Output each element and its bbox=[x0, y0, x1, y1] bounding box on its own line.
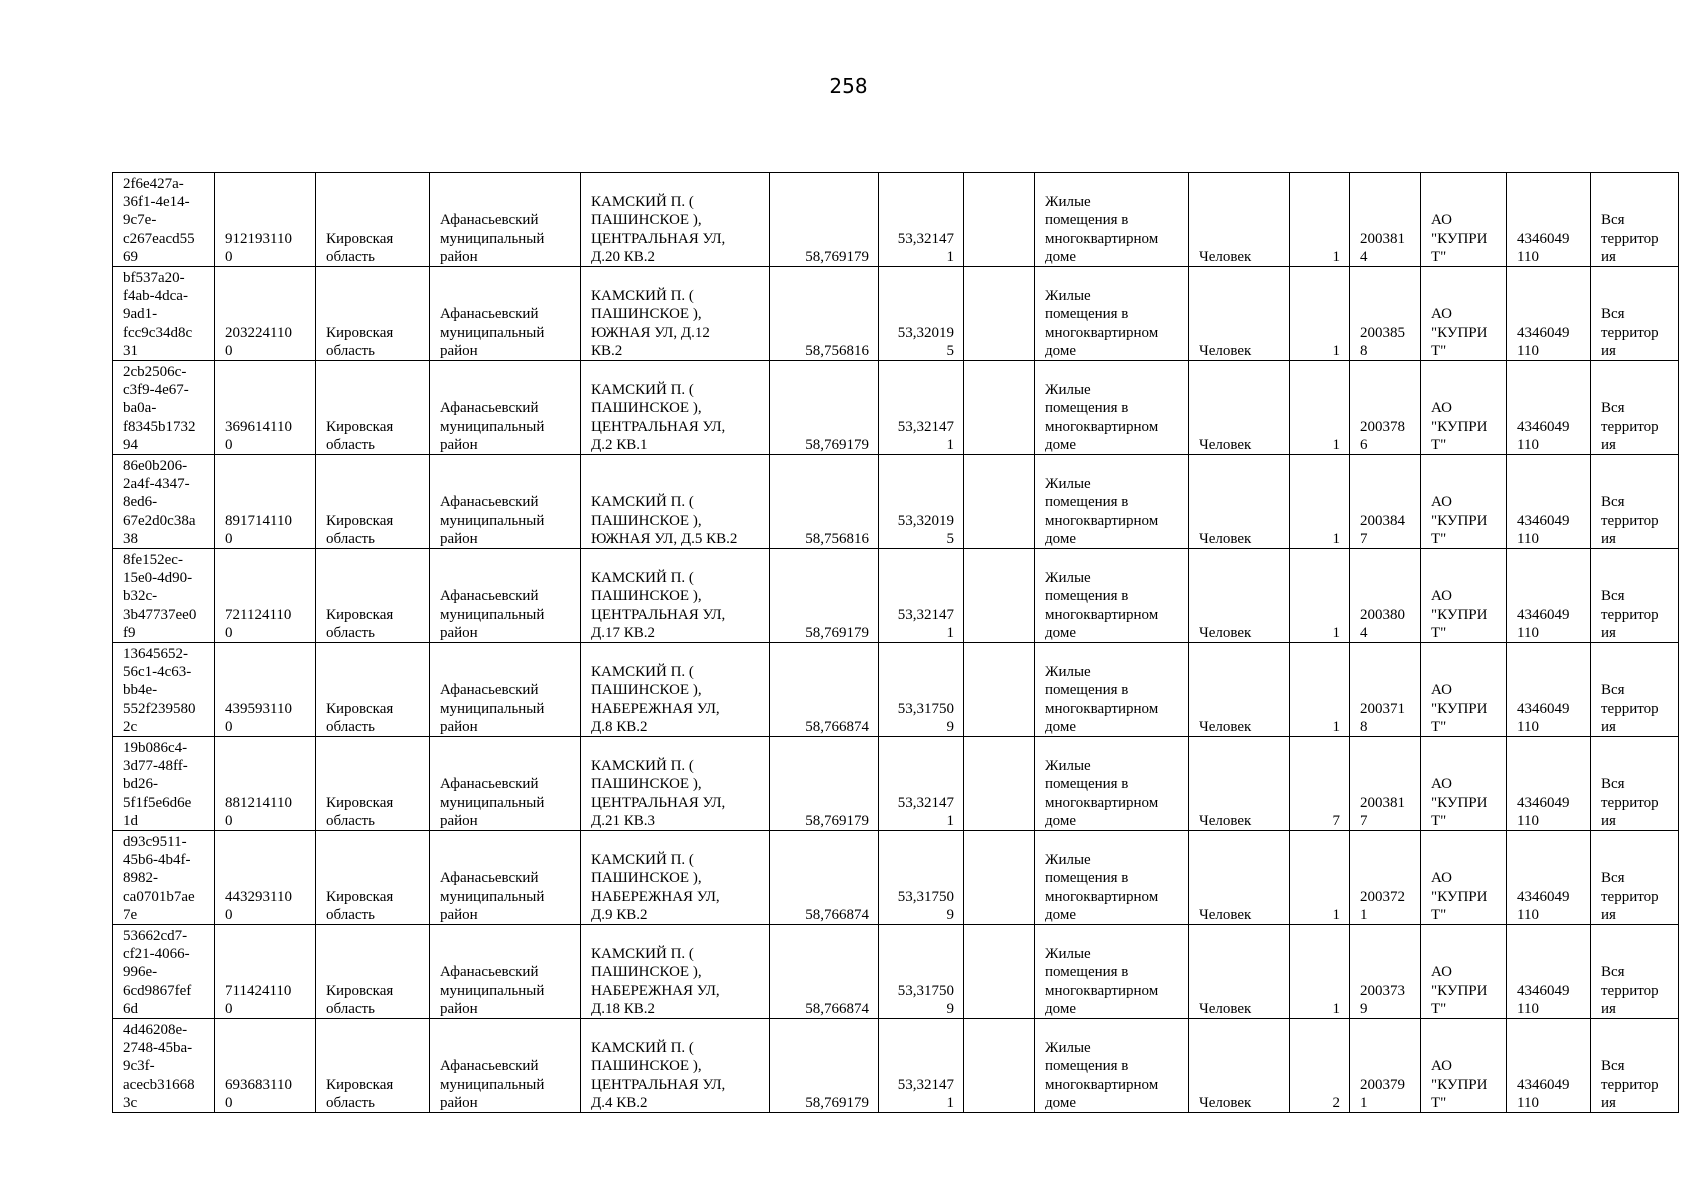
organization-cell: АО "КУПРИ Т" bbox=[1421, 1019, 1507, 1113]
district-cell: Афанасьевский муниципальный район bbox=[430, 549, 581, 643]
record-code-cell: 200379 1 bbox=[1350, 1019, 1421, 1113]
inn-cell: 4346049 110 bbox=[1507, 831, 1591, 925]
address-cell: КАМСКИЙ П. ( ПАШИНСКОЕ ), ЦЕНТРАЛЬНАЯ УЛ, Д.2 КВ.1 bbox=[581, 361, 770, 455]
unit-cell: Человек bbox=[1189, 173, 1290, 267]
latitude-cell: 58,769179 bbox=[770, 737, 879, 831]
record-code-cell: 200371 8 bbox=[1350, 643, 1421, 737]
organization-cell: АО "КУПРИ Т" bbox=[1421, 643, 1507, 737]
premises-type-cell: Жилые помещения в многоквартирном доме bbox=[1035, 737, 1189, 831]
registry-body bbox=[113, 173, 1679, 1113]
record-code-cell: 200385 8 bbox=[1350, 267, 1421, 361]
address-cell: КАМСКИЙ П. ( ПАШИНСКОЕ ), НАБЕРЕЖНАЯ УЛ, Д.9 КВ.2 bbox=[581, 831, 770, 925]
registry-table bbox=[112, 172, 1679, 1113]
longitude-cell: 53,31750 9 bbox=[879, 643, 964, 737]
empty-cell bbox=[964, 1019, 1035, 1113]
premises-type-cell: Жилые помещения в многоквартирном доме bbox=[1035, 173, 1189, 267]
count-cell: 1 bbox=[1290, 549, 1350, 643]
organization-cell: АО "КУПРИ Т" bbox=[1421, 361, 1507, 455]
region-cell: Кировская область bbox=[316, 643, 430, 737]
district-cell: Афанасьевский муниципальный район bbox=[430, 1019, 581, 1113]
organization-cell: АО "КУПРИ Т" bbox=[1421, 925, 1507, 1019]
premises-type-cell: Жилые помещения в многоквартирном доме bbox=[1035, 549, 1189, 643]
object-id-cell: d93c9511- 45b6-4b4f- 8982- ca0701b7ae 7e bbox=[113, 831, 215, 925]
territory-cell: Вся территор ия bbox=[1591, 643, 1679, 737]
object-id-cell: 19b086c4- 3d77-48ff- bd26- 5f1f5e6d6e 1d bbox=[113, 737, 215, 831]
unit-cell: Человек bbox=[1189, 361, 1290, 455]
count-cell: 7 bbox=[1290, 737, 1350, 831]
organization-cell: АО "КУПРИ Т" bbox=[1421, 737, 1507, 831]
inn-cell: 4346049 110 bbox=[1507, 455, 1591, 549]
page-number: 258 bbox=[829, 74, 868, 98]
object-code-cell: 711424110 0 bbox=[215, 925, 316, 1019]
latitude-cell: 58,769179 bbox=[770, 173, 879, 267]
territory-cell: Вся территор ия bbox=[1591, 925, 1679, 1019]
inn-cell: 4346049 110 bbox=[1507, 643, 1591, 737]
empty-cell bbox=[964, 455, 1035, 549]
record-code-cell: 200381 7 bbox=[1350, 737, 1421, 831]
object-code-cell: 203224110 0 bbox=[215, 267, 316, 361]
longitude-cell: 53,32147 1 bbox=[879, 361, 964, 455]
count-cell: 1 bbox=[1290, 831, 1350, 925]
inn-cell: 4346049 110 bbox=[1507, 549, 1591, 643]
latitude-cell: 58,756816 bbox=[770, 267, 879, 361]
latitude-cell: 58,766874 bbox=[770, 925, 879, 1019]
unit-cell: Человек bbox=[1189, 267, 1290, 361]
district-cell: Афанасьевский муниципальный район bbox=[430, 643, 581, 737]
empty-cell bbox=[964, 925, 1035, 1019]
organization-cell: АО "КУПРИ Т" bbox=[1421, 267, 1507, 361]
record-code-cell: 200378 6 bbox=[1350, 361, 1421, 455]
object-id-cell: 4d46208e- 2748-45ba- 9c3f- acecb31668 3c bbox=[113, 1019, 215, 1113]
inn-cell: 4346049 110 bbox=[1507, 267, 1591, 361]
table-row bbox=[113, 737, 1679, 831]
count-cell: 1 bbox=[1290, 361, 1350, 455]
record-code-cell: 200381 4 bbox=[1350, 173, 1421, 267]
address-cell: КАМСКИЙ П. ( ПАШИНСКОЕ ), ЮЖНАЯ УЛ, Д.5 КВ.2 bbox=[581, 455, 770, 549]
address-cell: КАМСКИЙ П. ( ПАШИНСКОЕ ), НАБЕРЕЖНАЯ УЛ, Д.18 КВ.2 bbox=[581, 925, 770, 1019]
inn-cell: 4346049 110 bbox=[1507, 173, 1591, 267]
count-cell: 2 bbox=[1290, 1019, 1350, 1113]
district-cell: Афанасьевский муниципальный район bbox=[430, 925, 581, 1019]
table-row bbox=[113, 173, 1679, 267]
region-cell: Кировская область bbox=[316, 455, 430, 549]
count-cell: 1 bbox=[1290, 173, 1350, 267]
address-cell: КАМСКИЙ П. ( ПАШИНСКОЕ ), ЦЕНТРАЛЬНАЯ УЛ, Д.21 КВ.3 bbox=[581, 737, 770, 831]
territory-cell: Вся территор ия bbox=[1591, 173, 1679, 267]
address-cell: КАМСКИЙ П. ( ПАШИНСКОЕ ), ЦЕНТРАЛЬНАЯ УЛ, Д.4 КВ.2 bbox=[581, 1019, 770, 1113]
empty-cell bbox=[964, 549, 1035, 643]
table-row bbox=[113, 643, 1679, 737]
table-row bbox=[113, 925, 1679, 1019]
region-cell: Кировская область bbox=[316, 549, 430, 643]
table-row bbox=[113, 455, 1679, 549]
region-cell: Кировская область bbox=[316, 1019, 430, 1113]
empty-cell bbox=[964, 643, 1035, 737]
object-id-cell: 8fe152ec- 15e0-4d90- b32c- 3b47737ee0 f9 bbox=[113, 549, 215, 643]
region-cell: Кировская область bbox=[316, 173, 430, 267]
longitude-cell: 53,31750 9 bbox=[879, 925, 964, 1019]
empty-cell bbox=[964, 737, 1035, 831]
object-code-cell: 721124110 0 bbox=[215, 549, 316, 643]
district-cell: Афанасьевский муниципальный район bbox=[430, 173, 581, 267]
premises-type-cell: Жилые помещения в многоквартирном доме bbox=[1035, 925, 1189, 1019]
longitude-cell: 53,31750 9 bbox=[879, 831, 964, 925]
object-id-cell: 86e0b206- 2a4f-4347- 8ed6- 67e2d0c38a 38 bbox=[113, 455, 215, 549]
longitude-cell: 53,32147 1 bbox=[879, 549, 964, 643]
premises-type-cell: Жилые помещения в многоквартирном доме bbox=[1035, 455, 1189, 549]
object-id-cell: 13645652- 56c1-4c63- bb4e- 552f239580 2c bbox=[113, 643, 215, 737]
object-id-cell: bf537a20- f4ab-4dca- 9ad1- fcc9c34d8c 31 bbox=[113, 267, 215, 361]
territory-cell: Вся территор ия bbox=[1591, 737, 1679, 831]
territory-cell: Вся территор ия bbox=[1591, 455, 1679, 549]
organization-cell: АО "КУПРИ Т" bbox=[1421, 549, 1507, 643]
unit-cell: Человек bbox=[1189, 831, 1290, 925]
object-code-cell: 439593110 0 bbox=[215, 643, 316, 737]
table-row bbox=[113, 549, 1679, 643]
unit-cell: Человек bbox=[1189, 643, 1290, 737]
region-cell: Кировская область bbox=[316, 361, 430, 455]
region-cell: Кировская область bbox=[316, 925, 430, 1019]
table-row bbox=[113, 1019, 1679, 1113]
premises-type-cell: Жилые помещения в многоквартирном доме bbox=[1035, 267, 1189, 361]
latitude-cell: 58,766874 bbox=[770, 643, 879, 737]
premises-type-cell: Жилые помещения в многоквартирном доме bbox=[1035, 831, 1189, 925]
unit-cell: Человек bbox=[1189, 455, 1290, 549]
address-cell: КАМСКИЙ П. ( ПАШИНСКОЕ ), ЮЖНАЯ УЛ, Д.12 КВ.2 bbox=[581, 267, 770, 361]
district-cell: Афанасьевский муниципальный район bbox=[430, 455, 581, 549]
latitude-cell: 58,766874 bbox=[770, 831, 879, 925]
object-id-cell: 53662cd7- cf21-4066- 996e- 6cd9867fef 6d bbox=[113, 925, 215, 1019]
latitude-cell: 58,756816 bbox=[770, 455, 879, 549]
count-cell: 1 bbox=[1290, 267, 1350, 361]
district-cell: Афанасьевский муниципальный район bbox=[430, 831, 581, 925]
object-id-cell: 2f6e427a- 36f1-4e14- 9c7e- c267eacd55 69 bbox=[113, 173, 215, 267]
count-cell: 1 bbox=[1290, 643, 1350, 737]
object-code-cell: 693683110 0 bbox=[215, 1019, 316, 1113]
longitude-cell: 53,32147 1 bbox=[879, 737, 964, 831]
empty-cell bbox=[964, 173, 1035, 267]
longitude-cell: 53,32147 1 bbox=[879, 173, 964, 267]
organization-cell: АО "КУПРИ Т" bbox=[1421, 455, 1507, 549]
organization-cell: АО "КУПРИ Т" bbox=[1421, 831, 1507, 925]
premises-type-cell: Жилые помещения в многоквартирном доме bbox=[1035, 1019, 1189, 1113]
address-cell: КАМСКИЙ П. ( ПАШИНСКОЕ ), ЦЕНТРАЛЬНАЯ УЛ, Д.20 КВ.2 bbox=[581, 173, 770, 267]
record-code-cell: 200384 7 bbox=[1350, 455, 1421, 549]
district-cell: Афанасьевский муниципальный район bbox=[430, 361, 581, 455]
empty-cell bbox=[964, 361, 1035, 455]
unit-cell: Человек bbox=[1189, 1019, 1290, 1113]
unit-cell: Человек bbox=[1189, 549, 1290, 643]
inn-cell: 4346049 110 bbox=[1507, 361, 1591, 455]
object-id-cell: 2cb2506c- c3f9-4e67- ba0a- f8345b1732 94 bbox=[113, 361, 215, 455]
district-cell: Афанасьевский муниципальный район bbox=[430, 267, 581, 361]
address-cell: КАМСКИЙ П. ( ПАШИНСКОЕ ), ЦЕНТРАЛЬНАЯ УЛ, Д.17 КВ.2 bbox=[581, 549, 770, 643]
district-cell: Афанасьевский муниципальный район bbox=[430, 737, 581, 831]
territory-cell: Вся территор ия bbox=[1591, 267, 1679, 361]
address-cell: КАМСКИЙ П. ( ПАШИНСКОЕ ), НАБЕРЕЖНАЯ УЛ, Д.8 КВ.2 bbox=[581, 643, 770, 737]
count-cell: 1 bbox=[1290, 455, 1350, 549]
record-code-cell: 200380 4 bbox=[1350, 549, 1421, 643]
premises-type-cell: Жилые помещения в многоквартирном доме bbox=[1035, 643, 1189, 737]
empty-cell bbox=[964, 831, 1035, 925]
longitude-cell: 53,32019 5 bbox=[879, 455, 964, 549]
inn-cell: 4346049 110 bbox=[1507, 1019, 1591, 1113]
unit-cell: Человек bbox=[1189, 925, 1290, 1019]
object-code-cell: 912193110 0 bbox=[215, 173, 316, 267]
record-code-cell: 200373 9 bbox=[1350, 925, 1421, 1019]
premises-type-cell: Жилые помещения в многоквартирном доме bbox=[1035, 361, 1189, 455]
empty-cell bbox=[964, 267, 1035, 361]
organization-cell: АО "КУПРИ Т" bbox=[1421, 173, 1507, 267]
latitude-cell: 58,769179 bbox=[770, 361, 879, 455]
territory-cell: Вся территор ия bbox=[1591, 831, 1679, 925]
region-cell: Кировская область bbox=[316, 737, 430, 831]
inn-cell: 4346049 110 bbox=[1507, 925, 1591, 1019]
territory-cell: Вся территор ия bbox=[1591, 361, 1679, 455]
region-cell: Кировская область bbox=[316, 267, 430, 361]
territory-cell: Вся территор ия bbox=[1591, 1019, 1679, 1113]
table-row bbox=[113, 831, 1679, 925]
object-code-cell: 881214110 0 bbox=[215, 737, 316, 831]
latitude-cell: 58,769179 bbox=[770, 549, 879, 643]
unit-cell: Человек bbox=[1189, 737, 1290, 831]
count-cell: 1 bbox=[1290, 925, 1350, 1019]
territory-cell: Вся территор ия bbox=[1591, 549, 1679, 643]
table-row bbox=[113, 267, 1679, 361]
object-code-cell: 443293110 0 bbox=[215, 831, 316, 925]
latitude-cell: 58,769179 bbox=[770, 1019, 879, 1113]
object-code-cell: 369614110 0 bbox=[215, 361, 316, 455]
region-cell: Кировская область bbox=[316, 831, 430, 925]
record-code-cell: 200372 1 bbox=[1350, 831, 1421, 925]
object-code-cell: 891714110 0 bbox=[215, 455, 316, 549]
table-row bbox=[113, 361, 1679, 455]
longitude-cell: 53,32019 5 bbox=[879, 267, 964, 361]
longitude-cell: 53,32147 1 bbox=[879, 1019, 964, 1113]
inn-cell: 4346049 110 bbox=[1507, 737, 1591, 831]
